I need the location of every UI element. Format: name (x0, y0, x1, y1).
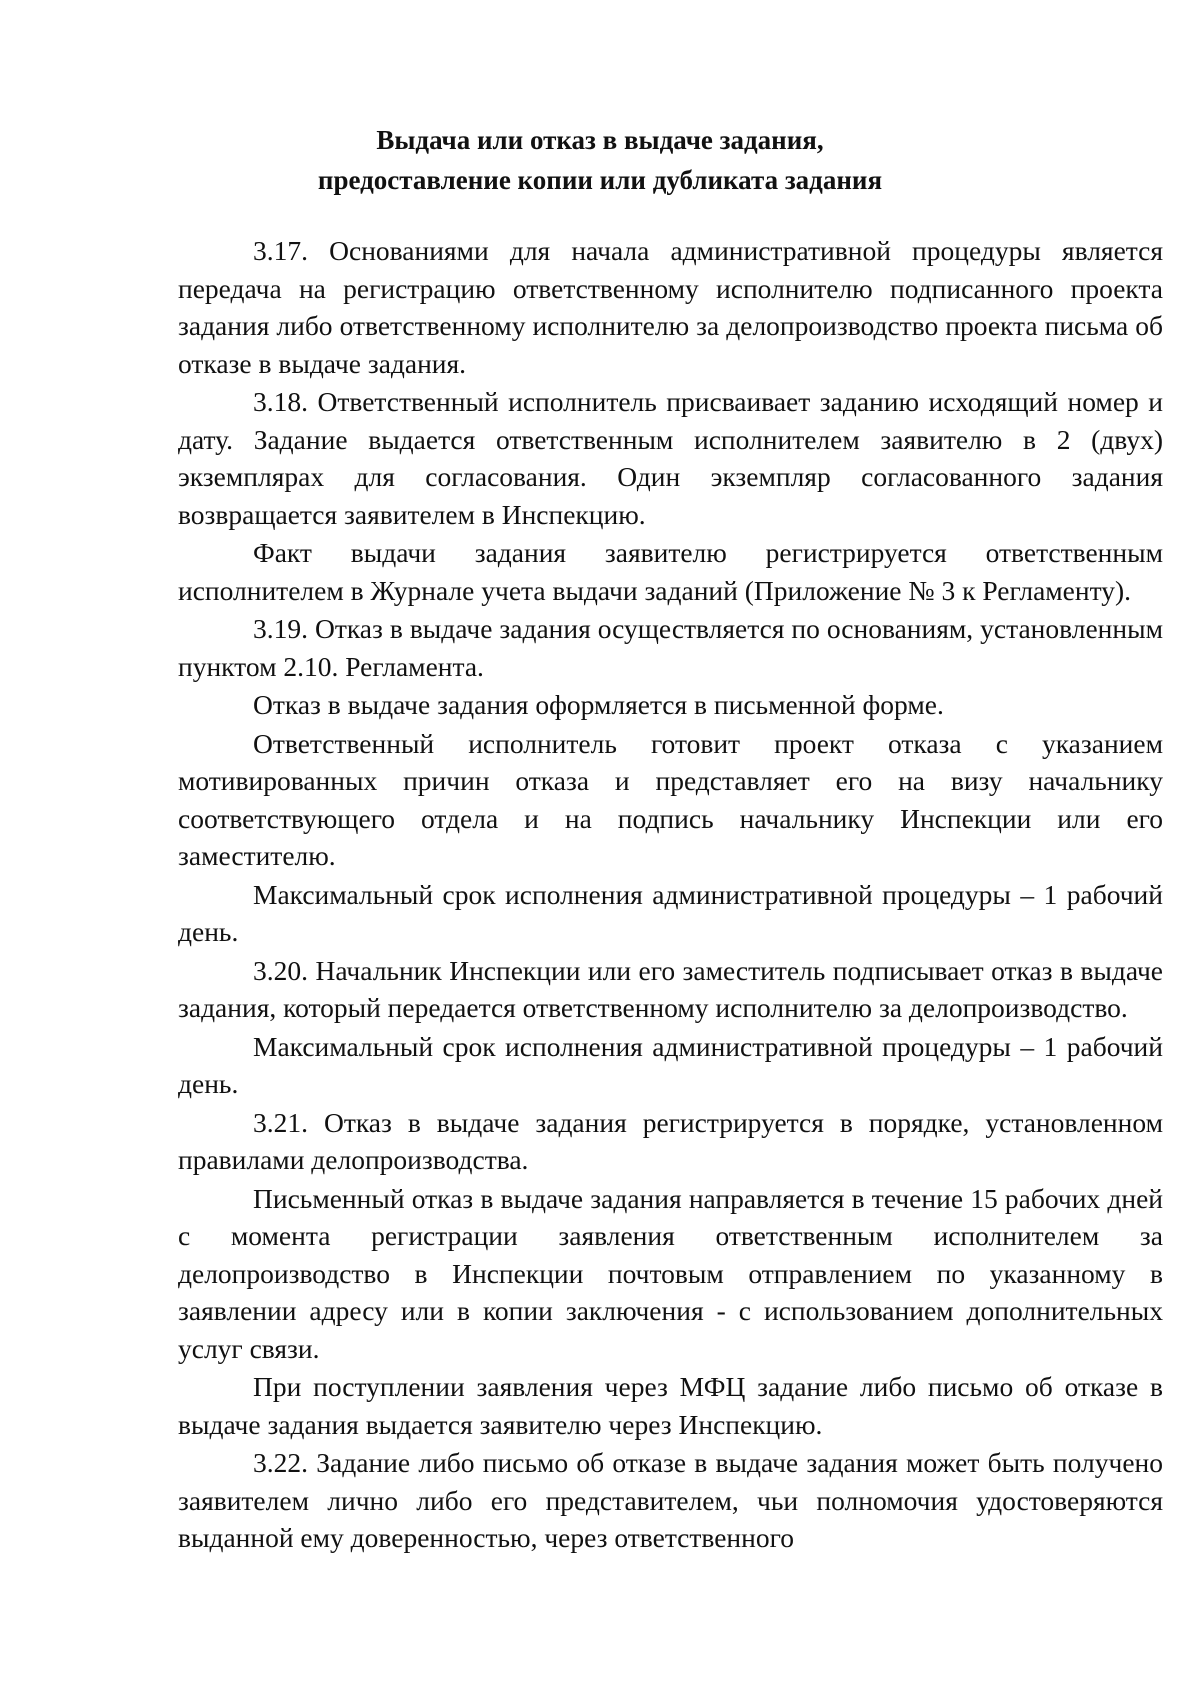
paragraph-draft-refusal: Ответственный исполнитель готовит проект отказа с указанием мотивированных причин отказа и представляет его на визу начальнику соответствующего отдела и на подпись начальнику Инспекции или его заместителю. (178, 727, 1163, 871)
heading-line-1: Выдача или отказ в выдаче задания, (376, 125, 824, 155)
section-heading (0, 120, 1200, 200)
paragraph-max-term-1: Максимальный срок исполнения административной процедуры – 1 рабочий день. (178, 878, 1163, 947)
paragraph-registration-fact: Факт выдачи задания заявителю регистрируется ответственным исполнителем в Журнале учета выдачи заданий (Приложение № 3 к Регламенту). (178, 537, 1163, 606)
paragraph-3-22: 3.22. Задание либо письмо об отказе в выдаче задания может быть получено заявителем лично либо его представителем, чьи полномочия удостоверяются выданной ему доверенностью, через ответственного (178, 1447, 1163, 1553)
paragraph-3-20: 3.20. Начальник Инспекции или его заместитель подписывает отказ в выдаче задания, который передается ответственному исполнителю за делопроизводство. (178, 954, 1163, 1023)
document-body (178, 232, 1163, 1558)
paragraph-written-form: Отказ в выдаче задания оформляется в письменной форме. (253, 689, 944, 720)
paragraph-3-18: 3.18. Ответственный исполнитель присваивает заданию исходящий номер и дату. Задание выдается ответственным исполнителем заявителю в 2 (двух) экземплярах для согласования. Один экземпляр согласованного задания возвращается заявителем в Инспекцию. (178, 386, 1163, 530)
paragraph-3-17: 3.17. Основаниями для начала административной процедуры является передача на регистрацию ответственному исполнителю подписанного проекта задания либо ответственному исполнителю за делопроизводство проекта письма об отказе в выдаче задания. (178, 235, 1163, 379)
paragraph-max-term-2: Максимальный срок исполнения административной процедуры – 1 рабочий день. (178, 1030, 1163, 1099)
heading-line-2: предоставление копии или дубликата задания (317, 165, 883, 195)
paragraph-written-refusal: Письменный отказ в выдаче задания направляется в течение 15 рабочих дней с момента регистрации заявления ответственным исполнителем за делопроизводство в Инспекции почтовым отправлением по указанному в заявлении адресу или в копии заключения - с использованием дополнительных услуг связи. (178, 1182, 1163, 1364)
paragraph-3-19: 3.19. Отказ в выдаче задания осуществляется по основаниям, установленным пунктом 2.10. Регламента. (178, 613, 1163, 682)
paragraph-mfc: При поступлении заявления через МФЦ задание либо письмо об отказе в выдаче задания выдается заявителю через Инспекцию. (178, 1371, 1163, 1440)
paragraph-3-21: 3.21. Отказ в выдаче задания регистрируется в порядке, установленном правилами делопроизводства. (178, 1106, 1163, 1175)
